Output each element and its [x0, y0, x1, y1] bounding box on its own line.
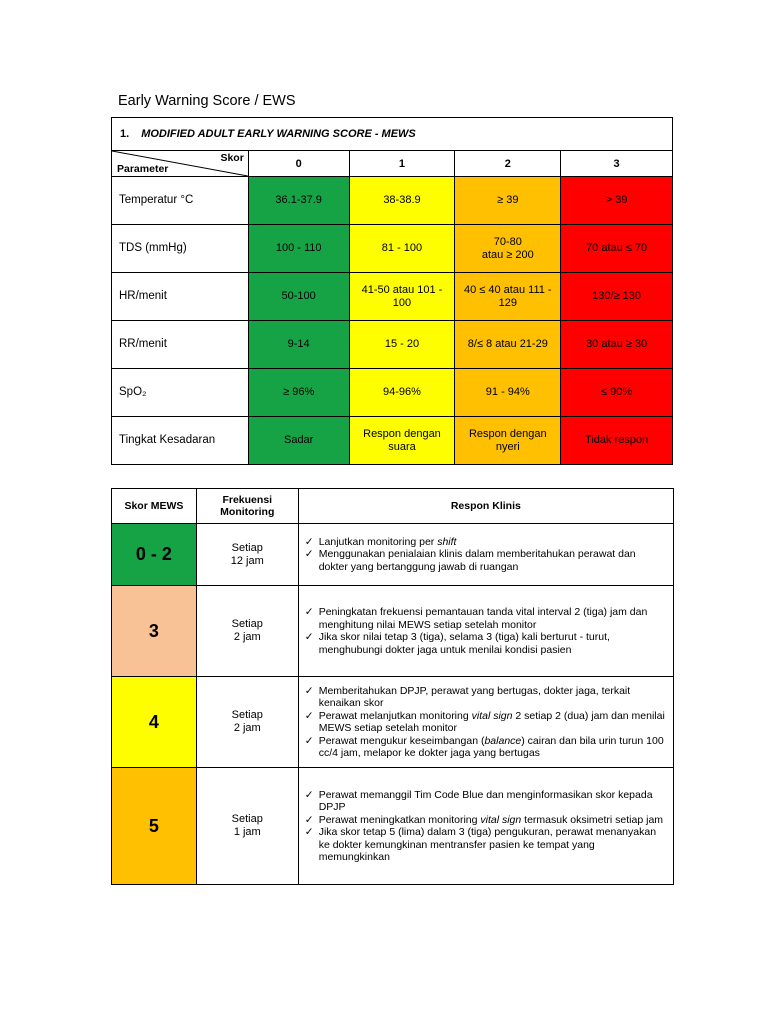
parameter-cell: Tingkat Kesadaran	[112, 417, 249, 465]
checkmark-icon: ✓	[304, 709, 314, 722]
checkmark-icon: ✓	[304, 631, 314, 643]
response-list	[305, 685, 667, 760]
score-1-cell: 41-50 atau 101 - 100	[349, 273, 455, 321]
response-text: Perawat memanggil Tim Code Blue dan menginformasikan skor kepada DPJP	[318, 788, 653, 813]
score-3-cell: Tidak respon	[561, 417, 673, 465]
response-text: Perawat meningkatkan monitoring vital sign termasuk oksimetri setiap jam	[318, 813, 664, 826]
mews-response-table	[111, 488, 674, 885]
mews-score-table	[111, 117, 673, 465]
skor-mews-cell: 3	[112, 586, 197, 677]
corner-skor-label: Skor	[220, 152, 244, 164]
skor-mews-cell: 5	[112, 768, 197, 885]
respon-klinis-cell	[298, 586, 673, 677]
mews-row	[112, 225, 673, 273]
score-header-2: 2	[455, 151, 561, 177]
checkmark-icon: ✓	[304, 684, 314, 697]
section-title: MODIFIED ADULT EARLY WARNING SCORE - MEWS	[141, 128, 416, 140]
score-0-cell: 100 - 110	[248, 225, 349, 273]
response-list-item	[305, 631, 667, 656]
parameter-cell: SpO₂	[112, 369, 249, 417]
header-frekuensi: Frekuensi Monitoring	[196, 489, 298, 524]
mews-row	[112, 369, 673, 417]
skor-mews-cell: 0 - 2	[112, 524, 197, 586]
response-row	[112, 586, 674, 677]
score-header-0: 0	[248, 151, 349, 177]
response-text: Menggunakan penialaian klinis dalam memberitahukan perawat dan dokter yang bertanggung jawab di ruangan	[318, 548, 636, 573]
score-1-cell: 81 - 100	[349, 225, 455, 273]
score-2-cell: 91 - 94%	[455, 369, 561, 417]
score-0-cell: 36.1-37.9	[248, 177, 349, 225]
skor-mews-cell: 4	[112, 677, 197, 768]
mews-row	[112, 321, 673, 369]
frequency-cell: Setiap 12 jam	[196, 524, 298, 586]
score-1-cell: 38-38.9	[349, 177, 455, 225]
parameter-cell: RR/menit	[112, 321, 249, 369]
frequency-cell: Setiap 1 jam	[196, 768, 298, 885]
score-0-cell: 50-100	[248, 273, 349, 321]
response-list-item	[305, 685, 667, 710]
response-list-item	[305, 826, 667, 864]
checkmark-icon: ✓	[304, 813, 314, 826]
response-list-item	[305, 548, 667, 573]
page-title: Early Warning Score / EWS	[118, 93, 296, 109]
score-2-cell: ≥ 39	[455, 177, 561, 225]
response-list-item	[305, 735, 667, 760]
score-2-cell: Respon dengan nyeri	[455, 417, 561, 465]
header-respon-klinis: Respon Klinis	[298, 489, 673, 524]
respon-klinis-cell	[298, 677, 673, 768]
score-2-cell: 8/≤ 8 atau 21-29	[455, 321, 561, 369]
score-1-cell: Respon dengan suara	[349, 417, 455, 465]
response-list	[305, 789, 667, 864]
response-text: Peningkatan frekuensi pemantauan tanda vital interval 2 (tiga) jam dan menghitung nilai MEWS setiap setelah monitor	[318, 606, 648, 631]
response-row	[112, 524, 674, 586]
score-0-cell: ≥ 96%	[248, 369, 349, 417]
frequency-cell: Setiap 2 jam	[196, 586, 298, 677]
response-list-item	[305, 536, 667, 549]
checkmark-icon: ✓	[304, 606, 314, 618]
score-0-cell: Sadar	[248, 417, 349, 465]
checkmark-icon: ✓	[304, 788, 314, 801]
response-row	[112, 677, 674, 768]
response-row	[112, 768, 674, 885]
parameter-cell: TDS (mmHg)	[112, 225, 249, 273]
parameter-cell: HR/menit	[112, 273, 249, 321]
score-3-cell: 30 atau ≥ 30	[561, 321, 673, 369]
header-skor-mews: Skor MEWS	[112, 489, 197, 524]
checkmark-icon: ✓	[304, 734, 314, 747]
mews-row	[112, 417, 673, 465]
checkmark-icon: ✓	[304, 826, 314, 838]
score-3-cell: ≤ 90%	[561, 369, 673, 417]
score-2-cell: 70-80 atau ≥ 200	[455, 225, 561, 273]
score-3-cell: 130/≥ 130	[561, 273, 673, 321]
score-1-cell: 94-96%	[349, 369, 455, 417]
section-number: 1.	[120, 128, 130, 140]
checkmark-icon: ✓	[304, 548, 314, 561]
mews-row	[112, 273, 673, 321]
mews-section-header	[112, 118, 673, 151]
score-1-cell: 15 - 20	[349, 321, 455, 369]
corner-header-cell	[112, 151, 249, 177]
score-3-cell: > 39	[561, 177, 673, 225]
respon-klinis-cell	[298, 768, 673, 885]
response-list-item	[305, 789, 667, 814]
score-header-3: 3	[561, 151, 673, 177]
response-list-item	[305, 710, 667, 735]
response-text: Jika skor nilai tetap 3 (tiga), selama 3 (tiga) kali berturut - turut, menghubungi dokter jaga untuk menilai kondisi pasien	[318, 631, 610, 656]
response-list	[305, 606, 667, 656]
checkmark-icon: ✓	[304, 535, 314, 548]
response-text: Memberitahukan DPJP, perawat yang bertugas, dokter jaga, terkait kenaikan skor	[318, 684, 631, 709]
corner-parameter-label: Parameter	[117, 163, 169, 175]
response-list	[305, 536, 667, 574]
response-text: Perawat mengukur keseimbangan (balance) cairan dan bila urin turun 100 cc/4 jam, melapor ke dokter jaga yang bertugas	[318, 734, 664, 759]
response-text: Lanjutkan monitoring per shift	[318, 535, 457, 548]
score-header-1: 1	[349, 151, 455, 177]
response-list-item	[305, 606, 667, 631]
respon-klinis-cell	[298, 524, 673, 586]
response-text: Jika skor tetap 5 (lima) dalam 3 (tiga) pengukuran, perawat menanyakan ke dokter kemungkinan mentransfer pasien ke tempat yang memungkinkan	[318, 826, 657, 863]
score-3-cell: 70 atau ≤ 70	[561, 225, 673, 273]
parameter-cell: Temperatur °C	[112, 177, 249, 225]
mews-row	[112, 177, 673, 225]
response-list-item	[305, 814, 667, 827]
score-0-cell: 9-14	[248, 321, 349, 369]
response-text: Perawat melanjutkan monitoring vital sign 2 setiap 2 (dua) jam dan menilai MEWS setiap setelah monitor	[318, 709, 665, 734]
frequency-cell: Setiap 2 jam	[196, 677, 298, 768]
score-2-cell: 40 ≤ 40 atau 111 - 129	[455, 273, 561, 321]
